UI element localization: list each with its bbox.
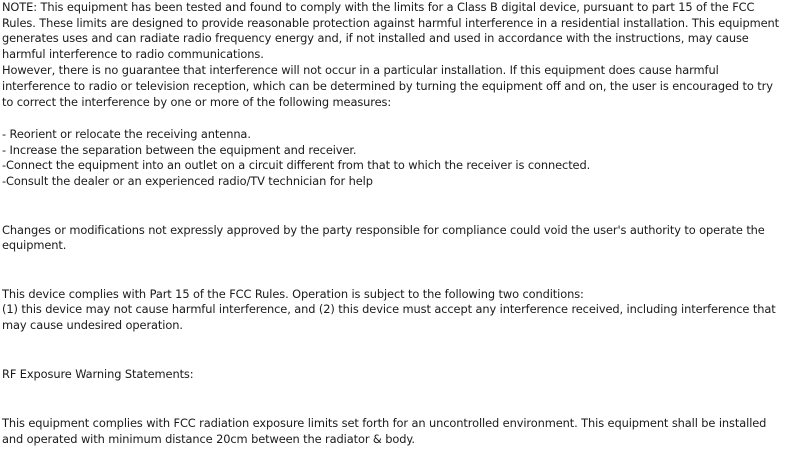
- fcc-compliance-document: [2, 0, 783, 447]
- note-paragraph: NOTE: This equipment has been tested and found to comply with the limits for a Class B digital device, pursuant to part 15 of the FCC Rules. These limits are designed to provide reasonable protection against harmful interference in a residential installation. This equipment generates uses and can radiate radio frequency energy and, if not installed and used in accordance with the instructions, may cause harmful interference to radio communications.: [2, 0, 779, 61]
- measure-item: - Reorient or relocate the receiving antenna.: [2, 127, 251, 142]
- measure-item: -Connect the equipment into an outlet on a circuit different from that to which the receiver is connected.: [2, 158, 591, 173]
- conditions-paragraph: (1) this device may not cause harmful interference, and (2) this device must accept any interference received, including interference that may cause undesired operation.: [2, 302, 776, 332]
- modifications-paragraph: Changes or modifications not expressly approved by the party responsible for compliance could void the user's authority to operate the equipment.: [2, 222, 765, 253]
- measures-list: [2, 127, 783, 189]
- part15-statement: This device complies with Part 15 of the FCC Rules. Operation is subject to the following two conditions:: [2, 286, 584, 301]
- measure-item: -Consult the dealer or an experienced radio/TV technician for help: [2, 173, 373, 188]
- measure-item: - Increase the separation between the equipment and receiver.: [2, 142, 357, 157]
- rf-exposure-heading: RF Exposure Warning Statements:: [2, 366, 194, 381]
- rf-exposure-statement: This equipment complies with FCC radiation exposure limits set forth for an uncontrolled environment. This equipment shall be installed and operated with minimum distance 20cm between the radiator & body.: [2, 416, 767, 446]
- interference-guarantee-paragraph: However, there is no guarantee that interference will not occur in a particular installation. If this equipment does cause harmful interference to radio or television reception, which can be determined by turning the equipment off and on, the user is encouraged to try to correct the interference by one or more of the following measures:: [2, 63, 773, 109]
